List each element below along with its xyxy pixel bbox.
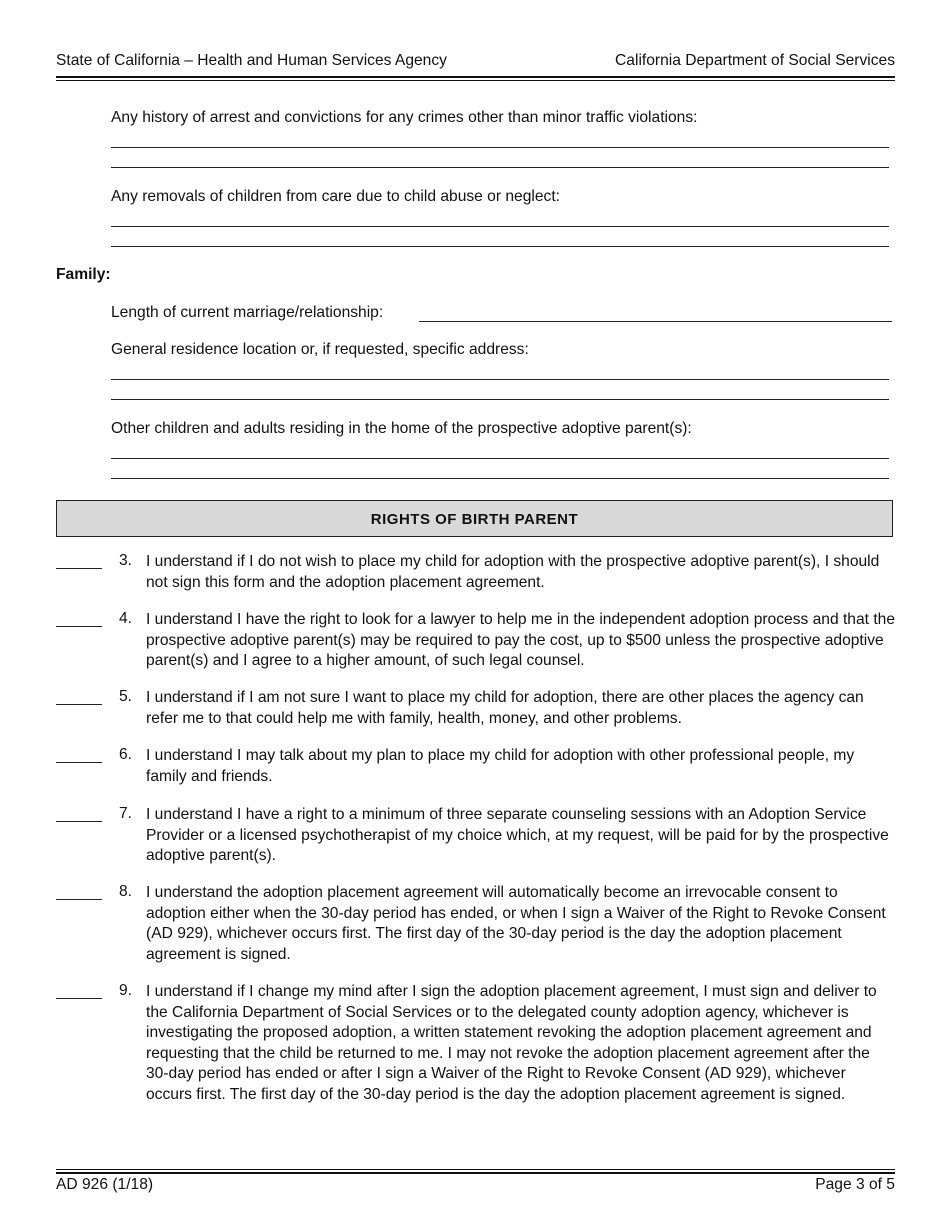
rights-item	[56, 883, 896, 967]
header-divider-thin	[56, 80, 895, 81]
footer-divider	[56, 1172, 895, 1174]
initials-field[interactable]	[56, 762, 102, 763]
item-number: 9.	[118, 982, 132, 999]
page-header	[56, 52, 895, 74]
rights-item	[56, 552, 896, 596]
marriage-length-label: Length of current marriage/relationship:	[111, 304, 384, 321]
household-members-line-2[interactable]	[111, 478, 889, 479]
header-divider	[56, 76, 895, 78]
rights-section-title: RIGHTS OF BIRTH PARENT	[370, 511, 579, 528]
item-text: I understand the adoption placement agreement will automatically become an irrevocable consent to adoption either when the 30-day period has ended, or when I sign a Waiver of the Right to Revoke Consent (AD 929), whichever occurs first. The first day of the 30-day period is the day the adoption placement agreement is signed.	[146, 884, 886, 963]
rights-item	[56, 982, 896, 1128]
rights-item	[56, 746, 896, 790]
item-number: 8.	[118, 883, 132, 900]
item-number: 7.	[118, 805, 132, 822]
child-removal-label: Any removals of children from care due to child abuse or neglect:	[111, 188, 560, 205]
item-number: 6.	[118, 746, 132, 763]
rights-item	[56, 805, 896, 869]
rights-section-banner	[56, 500, 893, 537]
agency-name: State of California – Health and Human Services Agency	[56, 52, 447, 69]
initials-field[interactable]	[56, 821, 102, 822]
household-members-label: Other children and adults residing in the home of the prospective adoptive parent(s):	[111, 420, 692, 437]
rights-item	[56, 610, 896, 674]
department-name: California Department of Social Services	[615, 52, 895, 69]
family-heading: Family:	[56, 266, 111, 283]
initials-field[interactable]	[56, 998, 102, 999]
item-number: 3.	[118, 552, 132, 569]
item-text: I understand if I am not sure I want to place my child for adoption, there are other places the agency can refer me to that could help me with family, health, money, and other problems.	[146, 689, 864, 727]
footer-divider-thin	[56, 1169, 895, 1170]
child-removal-line-2[interactable]	[111, 246, 889, 247]
household-members-line-1[interactable]	[111, 458, 889, 459]
item-text: I understand I have a right to a minimum of three separate counseling sessions with an Adoption Service Provider or a licensed psychotherapist of my choice which, at my request, will be paid for by the prospective adoptive parent(s).	[146, 806, 889, 864]
item-text: I understand I have the right to look for a lawyer to help me in the independent adoption process and that the prospective adoptive parent(s) may be required to pay the cost, up to $500 unless the prospective adoptive parent(s) and I agree to a higher amount, of such legal counsel.	[146, 611, 895, 669]
arrest-history-line-1[interactable]	[111, 147, 889, 148]
arrest-history-label: Any history of arrest and convictions for any crimes other than minor traffic violations:	[111, 109, 698, 126]
rights-item	[56, 688, 896, 732]
page-number: Page 3 of 5	[815, 1176, 895, 1193]
arrest-history-line-2[interactable]	[111, 167, 889, 168]
residence-label: General residence location or, if requested, specific address:	[111, 341, 529, 358]
residence-line-1[interactable]	[111, 379, 889, 380]
initials-field[interactable]	[56, 568, 102, 569]
initials-field[interactable]	[56, 626, 102, 627]
form-id: AD 926 (1/18)	[56, 1176, 154, 1193]
child-removal-line-1[interactable]	[111, 226, 889, 227]
item-text: I understand if I change my mind after I sign the adoption placement agreement, I must sign and deliver to the California Department of Social Services or to the delegated county adoption agency, whichever is investigating the proposed adoption, a written statement revoking the adoption placement agreement and requesting that the child be returned to me. I may not revoke the adoption placement agreement after the 30-day period has ended or after I sign a Waiver of the Right to Revoke Consent (AD 929), whichever occurs first. The first day of the 30-day period is the day the adoption placement agreement is signed.	[146, 983, 877, 1103]
initials-field[interactable]	[56, 899, 102, 900]
initials-field[interactable]	[56, 704, 102, 705]
marriage-length-field[interactable]	[419, 321, 892, 322]
item-text: I understand I may talk about my plan to place my child for adoption with other professional people, my family and friends.	[146, 747, 855, 785]
item-number: 5.	[118, 688, 132, 705]
item-text: I understand if I do not wish to place my child for adoption with the prospective adoptive parent(s), I should not sign this form and the adoption placement agreement.	[146, 553, 880, 591]
residence-line-2[interactable]	[111, 399, 889, 400]
item-number: 4.	[118, 610, 132, 627]
